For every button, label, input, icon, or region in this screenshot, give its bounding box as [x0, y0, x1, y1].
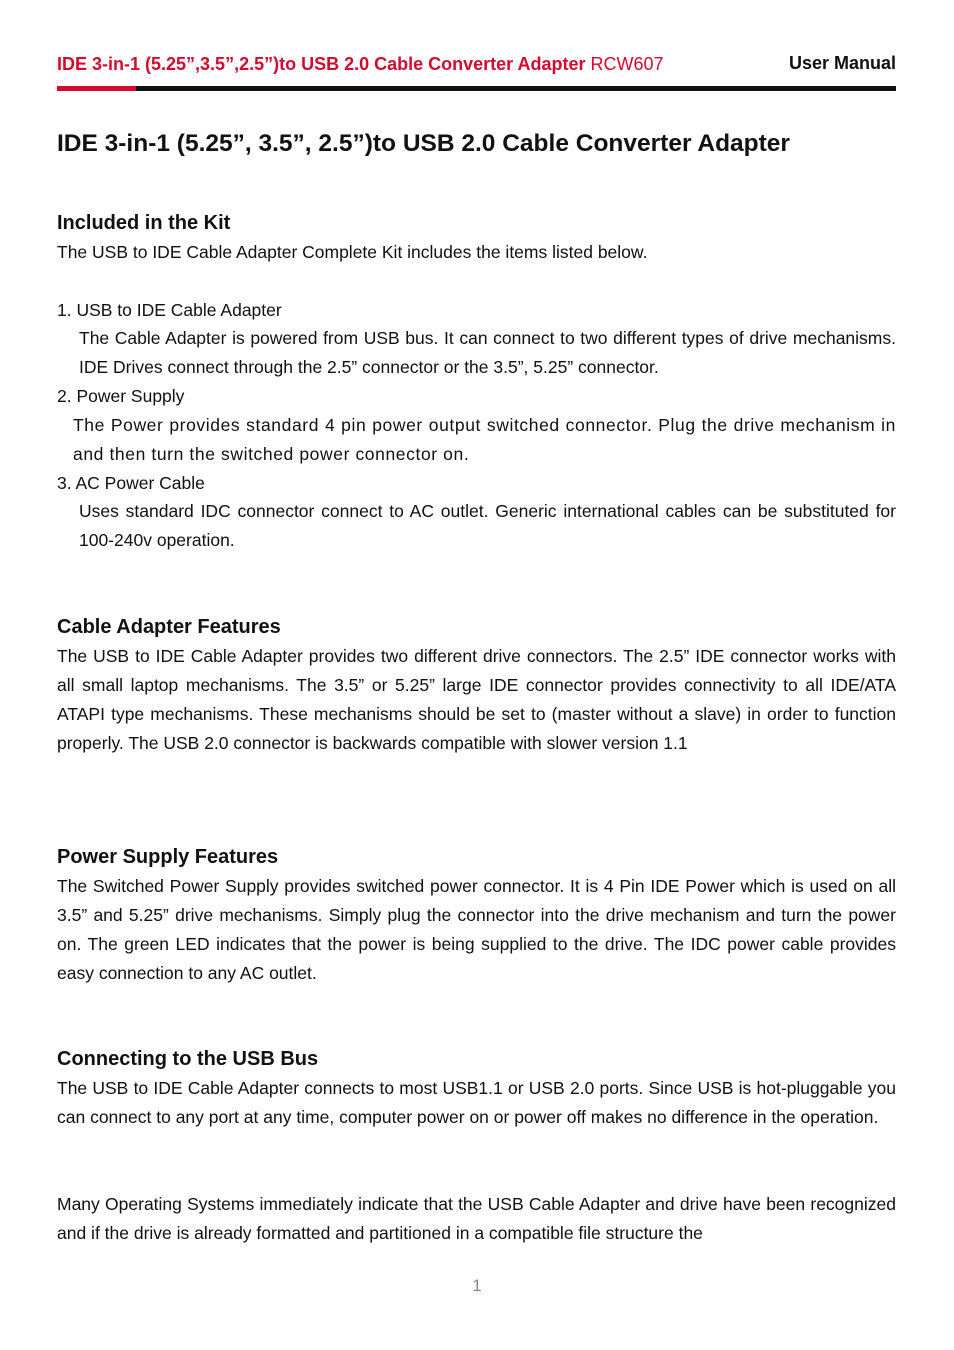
page-number: 1: [472, 1276, 482, 1295]
header-rule-accent: [57, 86, 136, 91]
kit-heading: Included in the Kit: [57, 212, 231, 234]
cable-features-body: The USB to IDE Cable Adapter provides two different drive connectors. The 2.5” IDE connector works with all small laptop mechanisms. The 3.5” or 5.25” large IDE connector provides connectivity to all IDE/ATA ATAPI type mechanisms. These mechanisms should be set to (master without a slave) in order to function properly. The USB 2.0 connector is backwards compatible with slower version 1.1: [57, 646, 896, 753]
header-product-name: IDE 3-in-1 (5.25”,3.5”,2.5”)to USB 2.0 Cable Converter Adapter: [57, 54, 586, 74]
kit-item-1-title: 1. USB to IDE Cable Adapter: [57, 300, 282, 320]
kit-item-1-body: The Cable Adapter is powered from USB bus. It can connect to two different types of drive mechanisms. IDE Drives connect through the 2.5” connector or the 3.5”, 5.25” connector.: [79, 328, 896, 377]
kit-item-3-body: Uses standard IDC connector connect to AC outlet. Generic international cables can be substituted for 100-240v operation.: [79, 501, 896, 550]
page-title: IDE 3-in-1 (5.25”, 3.5”, 2.5”)to USB 2.0 Cable Converter Adapter: [57, 130, 790, 157]
power-features-heading: Power Supply Features: [57, 846, 279, 868]
header-model: RCW607: [590, 54, 664, 74]
kit-item-2-body: The Power provides standard 4 pin power output switched connector. Plug the drive mechanism in and then turn the switched power connector on.: [73, 415, 896, 464]
kit-item-3-title: 3. AC Power Cable: [57, 473, 205, 493]
usb-bus-para-2: Many Operating Systems immediately indicate that the USB Cable Adapter and drive have been recognized and if the drive is already formatted and partitioned in a compatible file structure the: [57, 1194, 896, 1243]
usb-bus-heading: Connecting to the USB Bus: [57, 1048, 319, 1070]
header-doc-type: User Manual: [788, 53, 896, 73]
page-header: [57, 50, 896, 80]
usb-bus-para-1: The USB to IDE Cable Adapter connects to most USB1.1 or USB 2.0 ports. Since USB is hot-pluggable you can connect to any port at any time, computer power on or power off makes no difference in the operation.: [57, 1078, 896, 1127]
power-features-body: The Switched Power Supply provides switched power connector. It is 4 Pin IDE Power which is used on all 3.5” and 5.25” drive mechanisms. Simply plug the connector into the drive mechanism and turn the power on. The green LED indicates that the power is being supplied to the drive. The IDC power cable provides easy connection to any AC outlet.: [57, 876, 896, 983]
kit-item-2-title: 2. Power Supply: [57, 386, 185, 406]
header-title: [57, 54, 664, 75]
kit-intro: The USB to IDE Cable Adapter Complete Kit includes the items listed below.: [57, 242, 648, 262]
cable-features-heading: Cable Adapter Features: [57, 616, 281, 638]
header-rule: [57, 86, 896, 91]
